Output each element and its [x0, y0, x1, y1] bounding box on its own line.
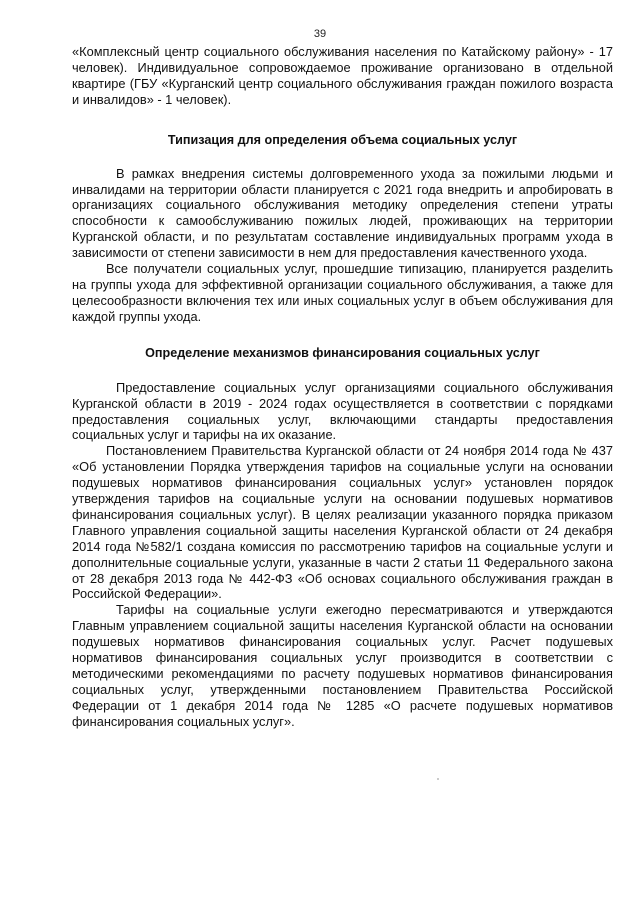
paragraph-financing-3: Тарифы на социальные услуги ежегодно пересматриваются и утверждаются Главным управлением социальной защиты населения Курганской области на основании подушевых нормативов финансирования социальных услуг. Расчет подушевых нормативов финансирования социальных услуг производится в соответствии с методическими рекомендациями по расчету подушевых нормативов финансирования социальных услуг, утвержденными постановлением Правительства Российской Федерации от 1 декабря 2014 года № 1285 «О расчете подушевых нормативов финансирования социальных услуг». [72, 602, 613, 729]
paragraph-typization-2: Все получатели социальных услуг, прошедшие типизацию, планируется разделить на группы ухода для эффективной организации социального обслуживания, а также для целесообразности включения тех или иных социальных услуг в объем обслуживания для каждой группы ухода. [72, 261, 613, 324]
paragraph-financing-1: Предоставление социальных услуг организациями социального обслуживания Курганской области в 2019 - 2024 годах осуществляется в соответствии с порядками предоставления социальных услуг, включающими стандарты предоставления социальных услуг и тарифы на их оказание. [72, 379, 613, 443]
page-content [72, 44, 613, 730]
paragraph-financing-2: Постановлением Правительства Курганской области от 24 ноября 2014 года № 437 «Об установлении Порядка утверждения тарифов на социальные услуги на основании подушевых нормативов финансирования социальных услуг» установлен порядок утверждения тарифов на социальные услуги на основании подушевых нормативов финансирования социальных услуг). В целях реализации указанного порядка приказом Главного управления социальной защиты населения Курганской области от 24 декабря 2014 года №582/1 создана комиссия по рассмотрению тарифов на социальные услуги и дополнительные социальные услуги, указанные в части 2 статьи 11 Федерального закона от 28 декабря 2013 года № 442-ФЗ «Об основах социального обслуживания граждан в Российской Федерации». [72, 443, 613, 602]
section-heading-financing: Определение механизмов финансирования социальных услуг [145, 345, 540, 360]
intro-paragraph: «Комплексный центр социального обслуживания населения по Катайскому району» - 17 человек). Индивидуальное сопровождаемое проживание организовано в отдельной квартире (ГБУ «Курганский центр социального обслуживания граждан пожилого возраста и инвалидов» - 1 человек). [72, 44, 613, 107]
paragraph-typization-1: В рамках внедрения системы долговременного ухода за пожилыми людьми и инвалидами на территории области планируется с 2021 года внедрить и апробировать в организациях социального обслуживания методику определения степени утраты способности к самообслуживанию пожилых людей, проживающих на территории Курганской области, и по результатам составление индивидуальных программ ухода в зависимости от степени зависимости в нем для предоставления качественного ухода. [72, 165, 613, 261]
section-heading-typization: Типизация для определения объема социальных услуг [167, 132, 518, 147]
page-number: 39 [313, 28, 327, 40]
scan-speck [437, 778, 439, 780]
